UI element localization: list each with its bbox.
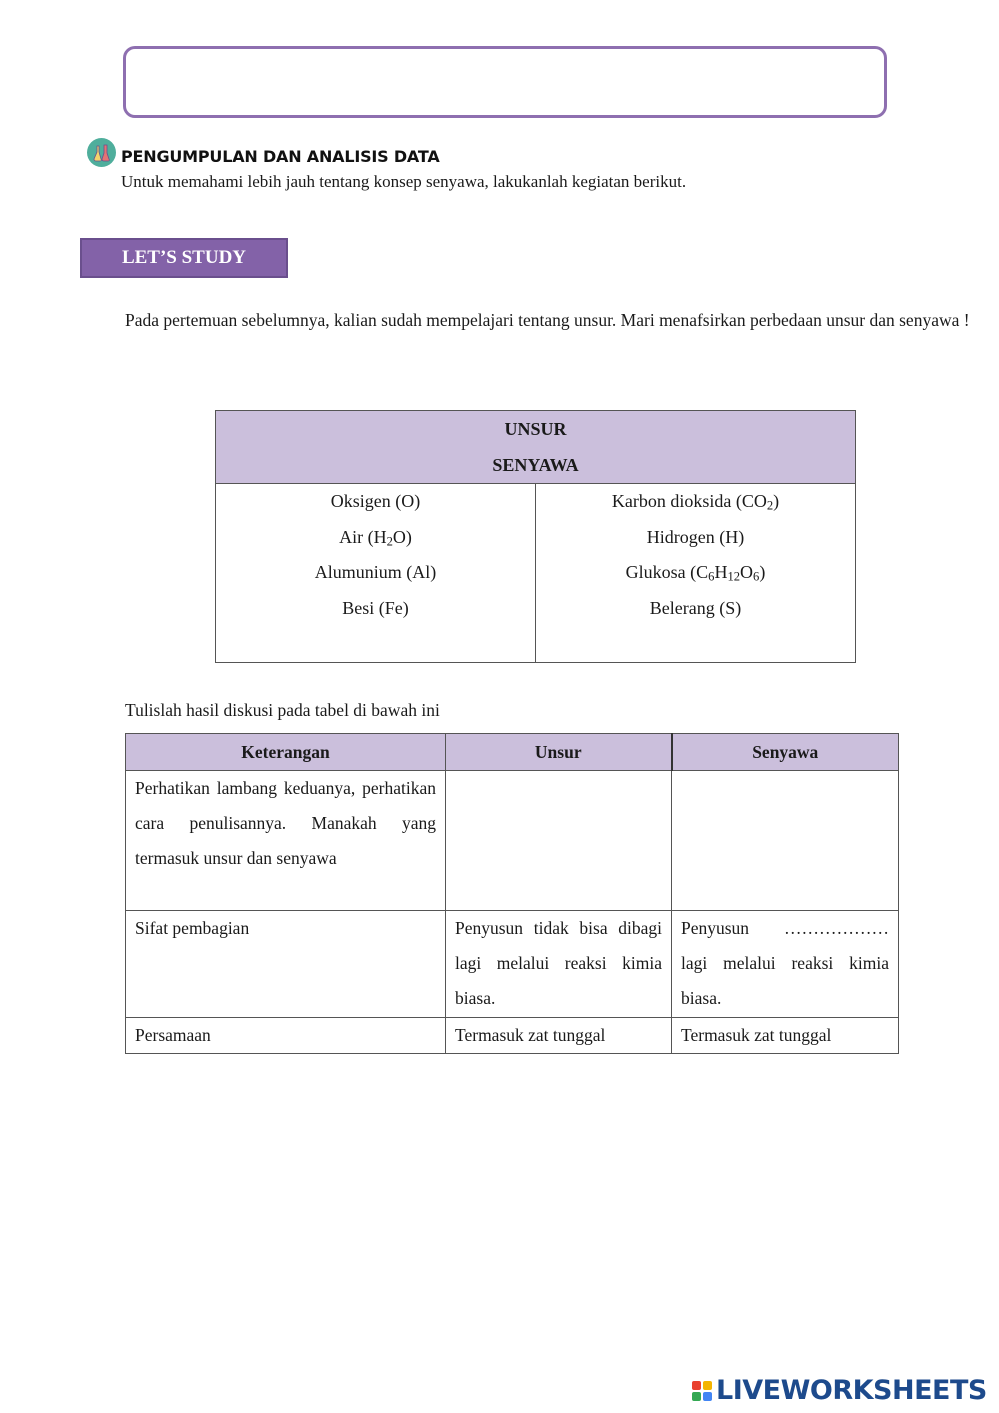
liveworksheets-logo[interactable]	[691, 1375, 987, 1406]
list-item: Alumunium (Al)	[314, 562, 437, 582]
list-item: Karbon dioksida $(CO_2)$	[611, 491, 780, 513]
compare-left-column	[216, 484, 536, 663]
logo-square	[692, 1392, 701, 1401]
cell-senyawa: Termasuk zat tunggal	[672, 1018, 899, 1054]
logo-square	[703, 1381, 712, 1390]
logo-mark-icon	[691, 1380, 713, 1402]
element-compound-table	[215, 410, 856, 663]
list-item: Air $(H_2O)$	[339, 526, 412, 549]
header-senyawa: Senyawa	[672, 734, 899, 771]
list-item: Belerang (S)	[649, 597, 742, 618]
title-frame	[123, 46, 887, 118]
cell-keterangan: Perhatikan lambang keduanya, perhatikan cara penulisannya. Manakah yang termasuk unsur dan senyawa	[126, 771, 446, 911]
list-item: Oksigen (O)	[330, 491, 421, 511]
header-keterangan: Keterangan	[126, 734, 446, 771]
cell-senyawa[interactable]: Penyusun ……………… lagi melalui reaksi kimia biasa.	[672, 911, 899, 1018]
list-item: Besi (Fe)	[342, 597, 409, 618]
cell-keterangan: Persamaan	[126, 1018, 446, 1054]
compare-right-column	[536, 484, 856, 663]
table-row	[126, 1018, 899, 1054]
logo-square	[692, 1381, 701, 1390]
cell-unsur: Penyusun tidak bisa dibagi lagi melalui reaksi kimia biasa.	[446, 911, 672, 1018]
answer-cell-unsur[interactable]	[446, 771, 672, 911]
flask-icon	[87, 138, 116, 167]
header-unsur: UNSUR	[504, 419, 567, 439]
list-item: Glukosa $(C_6H_{12}O_6)$	[625, 562, 766, 584]
table-row	[126, 771, 899, 911]
intro-paragraph: Pada pertemuan sebelumnya, kalian sudah mempelajari tentang unsur. Mari menafsirkan perbedaan unsur dan senyawa !	[125, 310, 970, 330]
section-intro: Untuk memahami lebih jauh tentang konsep senyawa, lakukanlah kegiatan berikut.	[121, 172, 687, 191]
instruction-text: Tulislah hasil diskusi pada tabel di bawah ini	[125, 700, 440, 720]
list-item: Hidrogen (H)	[646, 526, 745, 547]
header-unsur: Unsur	[446, 734, 672, 771]
logo-square	[703, 1392, 712, 1401]
table-row	[126, 911, 899, 1018]
compare-table-header	[216, 411, 856, 484]
discussion-table	[125, 733, 899, 1054]
section-heading: PENGUMPULAN DAN ANALISIS DATA	[121, 147, 440, 166]
lets-study-banner: LET’S STUDY	[80, 238, 288, 278]
cell-unsur: Termasuk zat tunggal	[446, 1018, 672, 1054]
cell-keterangan: Sifat pembagian	[126, 911, 446, 1018]
logo-text: LIVEWORKSHEETS	[716, 1375, 987, 1406]
header-senyawa: SENYAWA	[492, 455, 579, 475]
answer-cell-senyawa[interactable]	[672, 771, 899, 911]
